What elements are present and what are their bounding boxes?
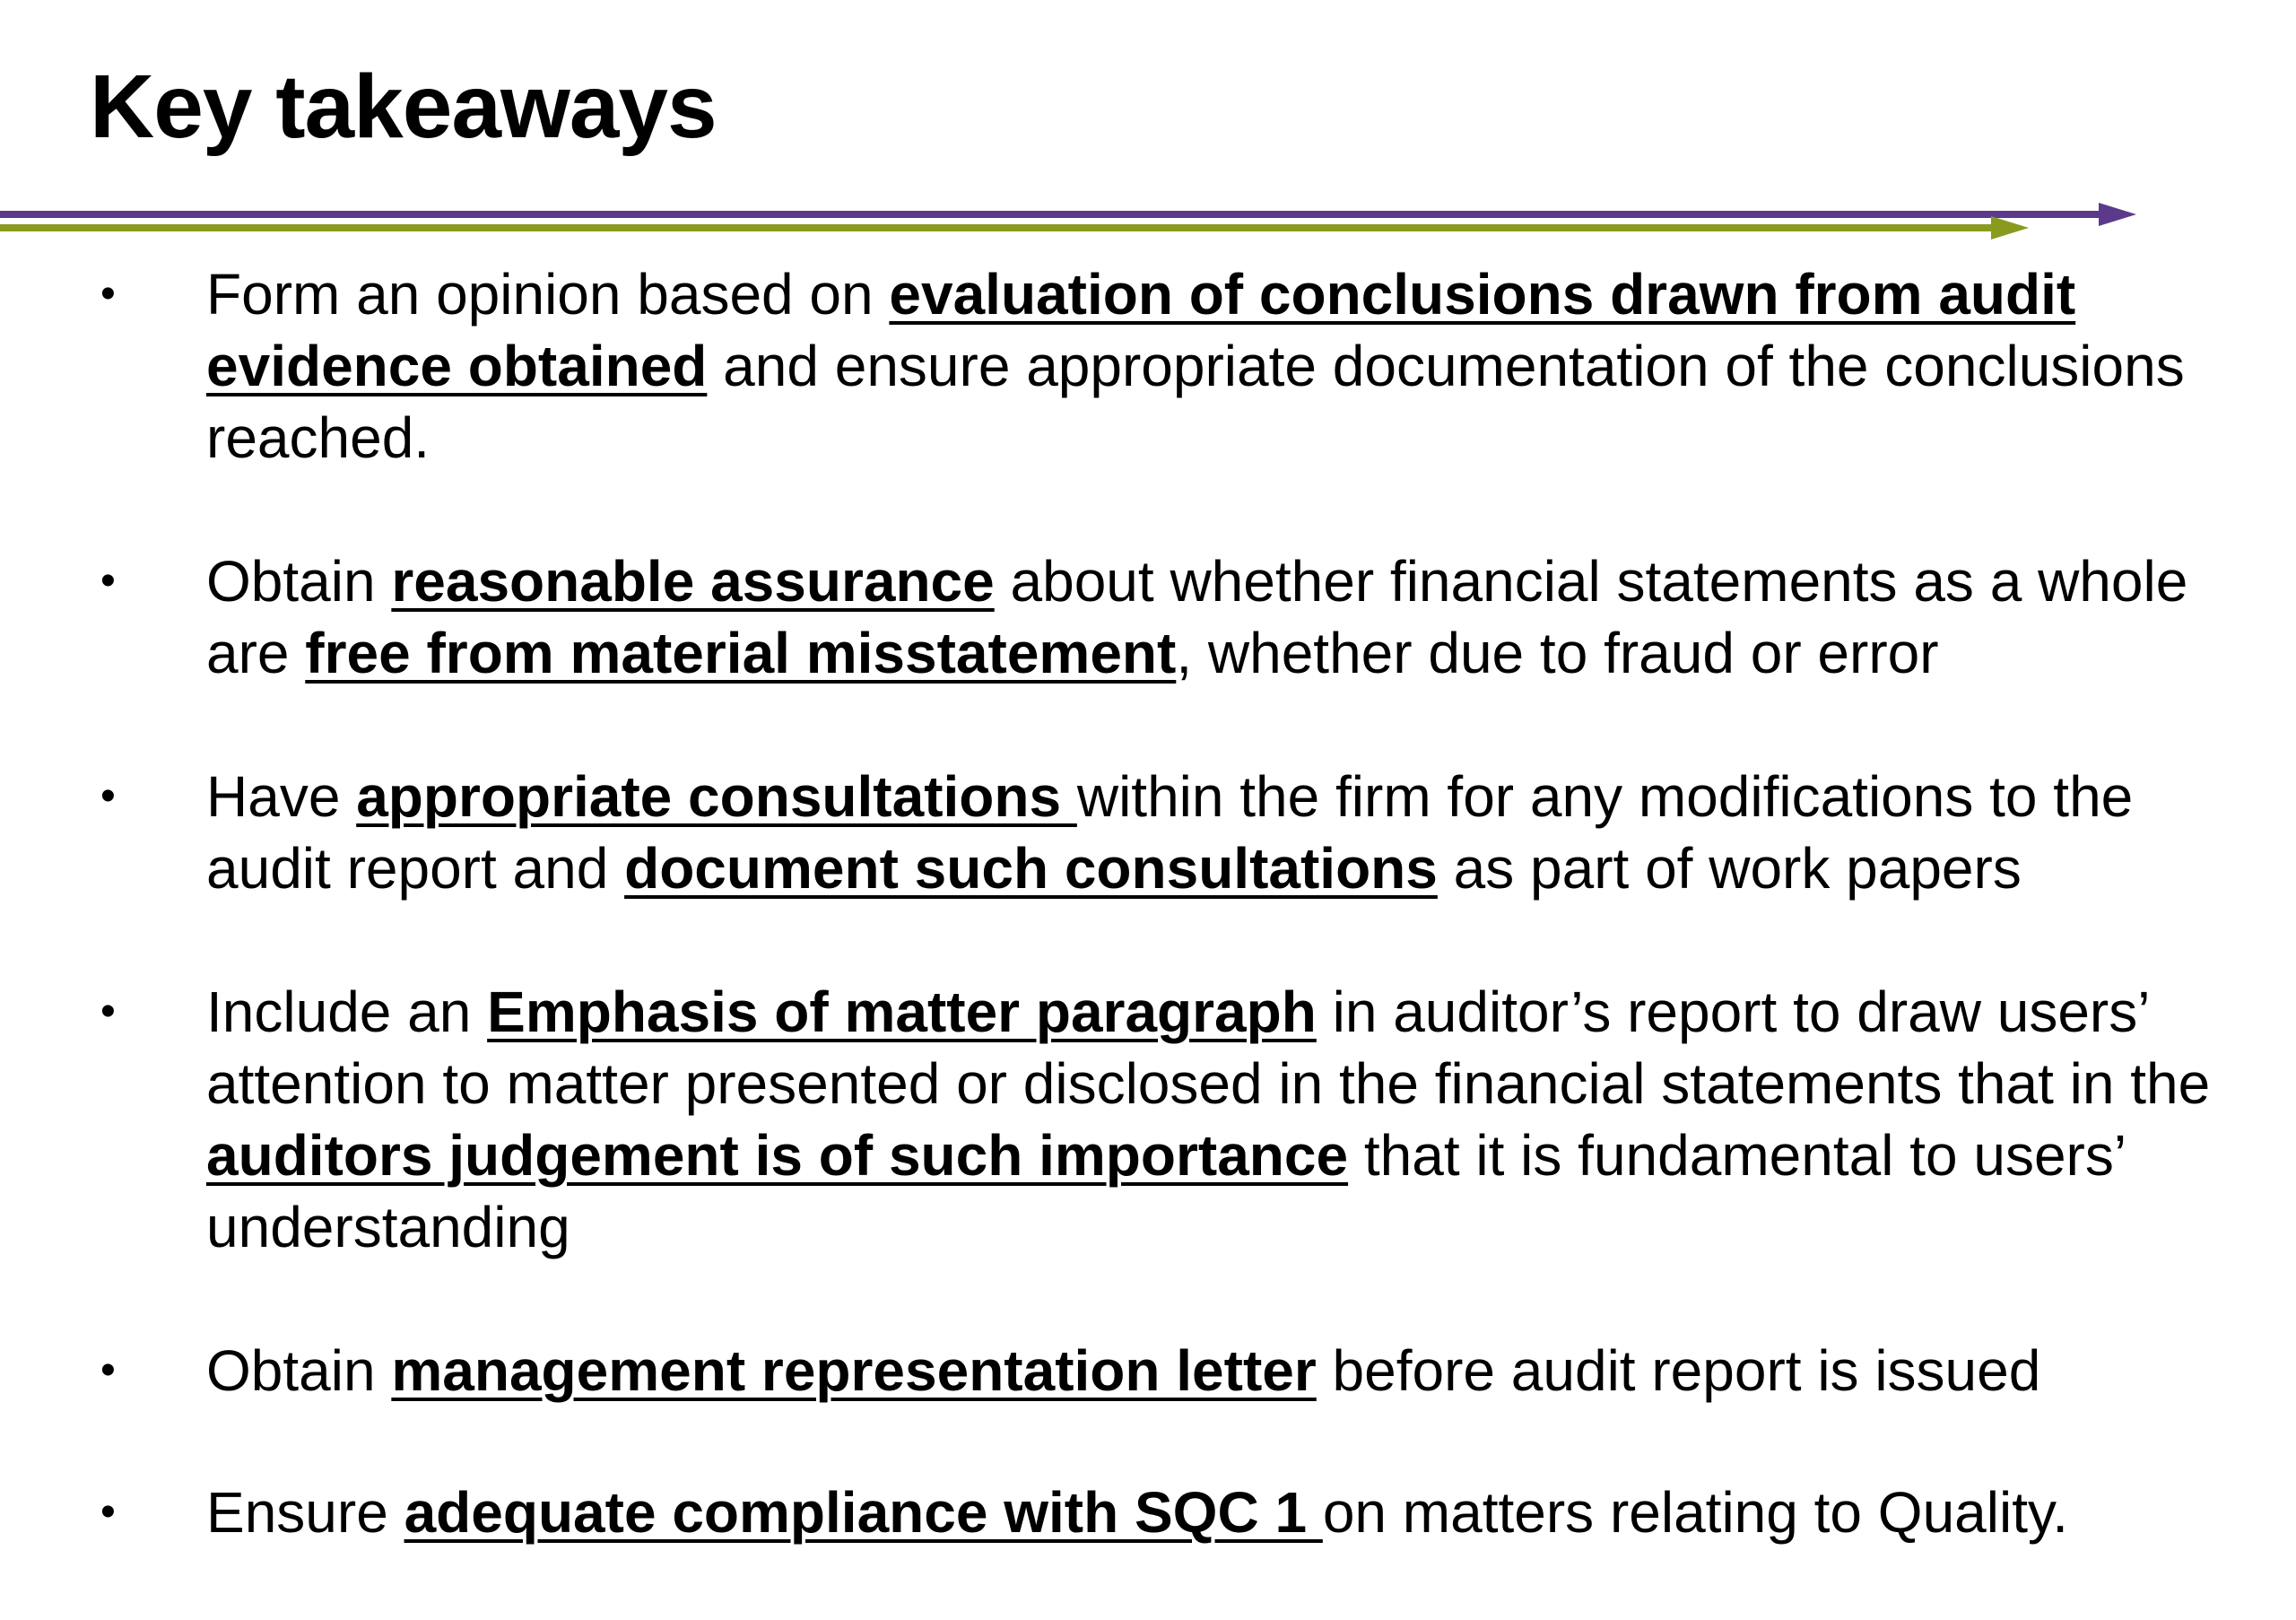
bullet-dot: • — [100, 557, 116, 605]
emphasis-phrase: reasonable assurance — [391, 549, 995, 614]
plain-text: within the firm for any modifications to the audit report and — [206, 764, 2134, 901]
emphasis-phrase: auditors judgement is of such importance — [206, 1123, 1349, 1188]
plain-text: Ensure — [206, 1480, 404, 1545]
plain-text: that it is fundamental to users’ understanding — [206, 1123, 2125, 1259]
emphasis-phrase: document such consultations — [624, 836, 1438, 901]
plain-text: on matters relating to Quality. — [1322, 1480, 2068, 1545]
bullet-dot: • — [100, 1488, 116, 1536]
takeaway-text — [206, 262, 2185, 470]
takeaway-item — [0, 1476, 2296, 1548]
emphasis-phrase: adequate compliance with SQC 1 — [404, 1480, 1323, 1545]
takeaway-text — [206, 1480, 2068, 1545]
emphasis-phrase: management representation letter — [391, 1338, 1317, 1403]
slide-title: Key takeaways — [90, 57, 717, 157]
takeaway-text — [206, 1338, 2040, 1403]
plain-text: Obtain — [206, 549, 392, 614]
plain-text: , whether due to fraud or error — [1176, 621, 1939, 685]
plain-text: as part of work papers — [1437, 836, 2022, 901]
plain-text: Have — [206, 764, 357, 829]
plain-text: Form an opinion based on — [206, 262, 890, 327]
takeaway-item — [0, 761, 2296, 904]
plain-text: in auditor’s report to draw users’ attention to matter presented or disclosed in the financial statements that in the — [206, 980, 2211, 1116]
takeaway-text — [206, 549, 2187, 685]
purple-arrow-head — [2099, 203, 2136, 226]
plain-text: Obtain — [206, 1338, 392, 1403]
plain-text: Include an — [206, 980, 488, 1044]
title-divider-arrows — [0, 197, 2152, 242]
emphasis-phrase: appropriate consultations — [356, 764, 1077, 829]
takeaway-item — [0, 1335, 2296, 1407]
takeaway-text — [206, 980, 2210, 1259]
takeaway-text — [206, 764, 2133, 901]
takeaway-item — [0, 545, 2296, 689]
emphasis-phrase: Emphasis of matter paragraph — [487, 980, 1317, 1044]
plain-text: about whether financial statements as a whole are — [206, 549, 2188, 685]
bullet-dot: • — [100, 988, 116, 1035]
takeaway-item — [0, 258, 2296, 474]
plain-text: before audit report is issued — [1316, 1338, 2041, 1403]
bullet-dot: • — [100, 772, 116, 820]
takeaways-list — [0, 258, 2296, 1620]
emphasis-phrase: evaluation of conclusions drawn from audit evidence obtained — [206, 262, 2076, 398]
plain-text: and ensure appropriate documentation of the conclusions reached. — [206, 334, 2185, 470]
bullet-dot: • — [100, 270, 116, 318]
emphasis-phrase: free from material misstatement — [305, 621, 1177, 685]
takeaway-item — [0, 976, 2296, 1263]
bullet-dot: • — [100, 1346, 116, 1394]
olive-arrow-head — [1991, 216, 2029, 240]
